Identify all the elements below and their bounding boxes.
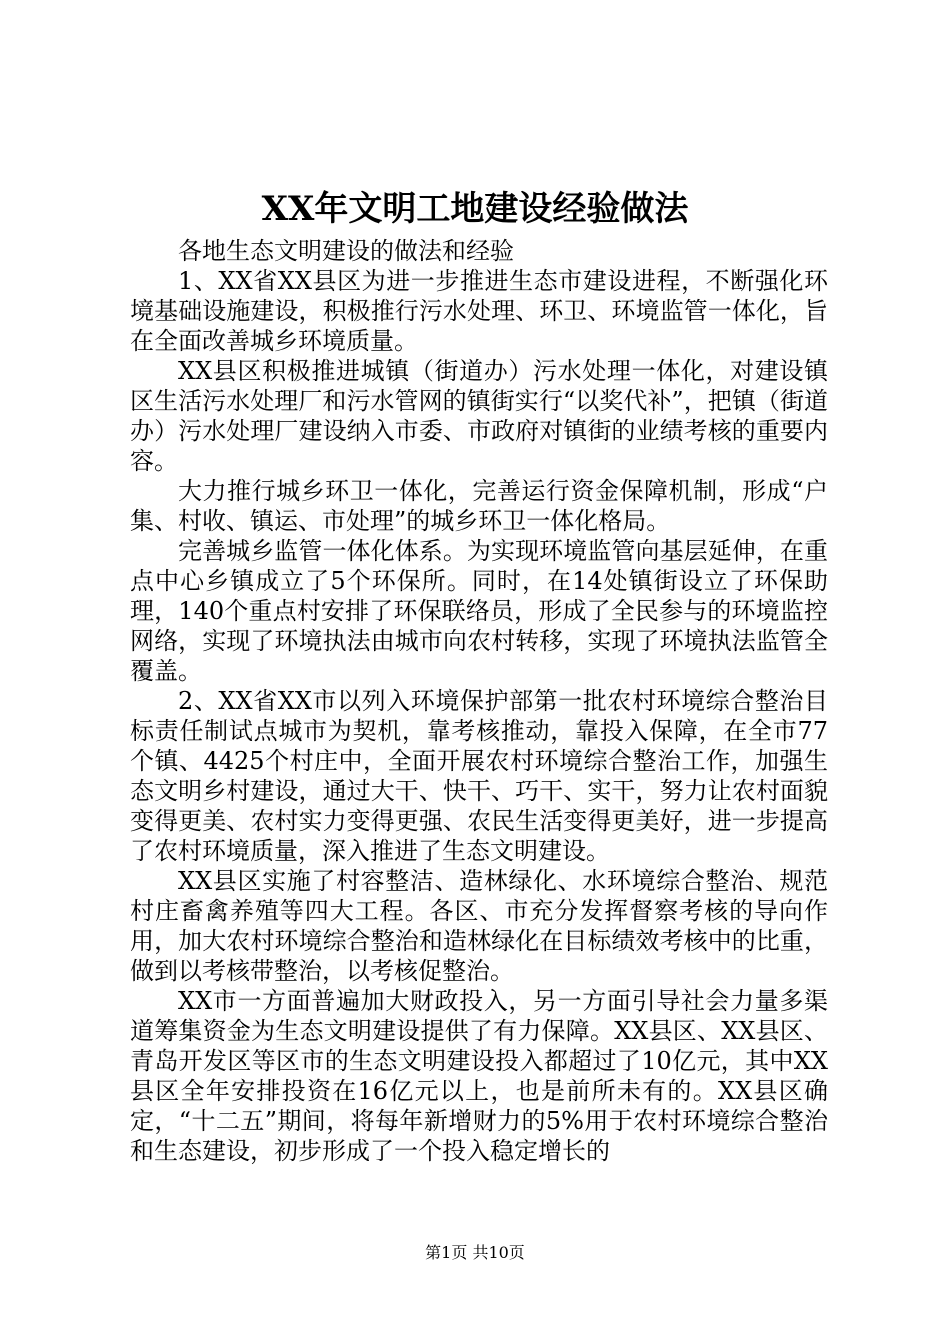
paragraph: 大力推行城乡环卫一体化，完善运行资金保障机制，形成“户集、村收、镇运、市处理”的城乡环卫一体化格局。 xyxy=(130,477,828,535)
paragraph: 2、XX省XX市以列入环境保护部第一批农村环境综合整治目标责任制试点城市为契机，靠考核推动，靠投入保障，在全市77个镇、4425个村庄中，全面开展农村环境综合整治工作，加强生态文明乡村建设，通过大干、快干、巧干、实干，努力让农村面貌变得更美、农村实力变得更强、农民生活变得更美好，进一步提高了农村环境质量，深入推进了生态文明建设。 xyxy=(130,687,828,865)
document-title: XX年文明工地建设经验做法 xyxy=(261,189,689,229)
paragraph-heading: 各地生态文明建设的做法和经验 xyxy=(178,237,514,265)
paragraph: XX市一方面普遍加大财政投入，另一方面引导社会力量多渠道筹集资金为生态文明建设提供了有力保障。XX县区、XX县区、青岛开发区等区市的生态文明建设投入都超过了10亿元，其中XX县区全年安排投资在16亿元以上，也是前所未有的。XX县区确定，“十二五”期间，将每年新增财力的5%用于农村环境综合整治和生态建设，初步形成了一个投入稳定增长的 xyxy=(130,987,828,1165)
paragraph: 1、XX省XX县区为进一步推进生态市建设进程，不断强化环境基础设施建设，积极推行污水处理、环卫、环境监管一体化，旨在全面改善城乡环境质量。 xyxy=(130,267,828,355)
paragraph: XX县区积极推进城镇（街道办）污水处理一体化，对建设镇区生活污水处理厂和污水管网的镇街实行“以奖代补”，把镇（街道办）污水处理厂建设纳入市委、市政府对镇街的业绩考核的重要内容。 xyxy=(130,357,828,475)
document-body xyxy=(130,236,828,1166)
paragraph: 完善城乡监管一体化体系。为实现环境监管向基层延伸，在重点中心乡镇成立了5个环保所。同时，在14处镇街设立了环保助理，140个重点村安排了环保联络员，形成了全民参与的环境监控网络，实现了环境执法由城市向农村转移，实现了环境执法监管全覆盖。 xyxy=(130,537,828,685)
paragraph: XX县区实施了村容整洁、造林绿化、水环境综合整治、规范村庄畜禽养殖等四大工程。各区、市充分发挥督察考核的导向作用，加大农村环境综合整治和造林绿化在目标绩效考核中的比重，做到以考核带整治，以考核促整治。 xyxy=(130,867,828,985)
page-number: 第1页 共10页 xyxy=(425,1243,525,1262)
